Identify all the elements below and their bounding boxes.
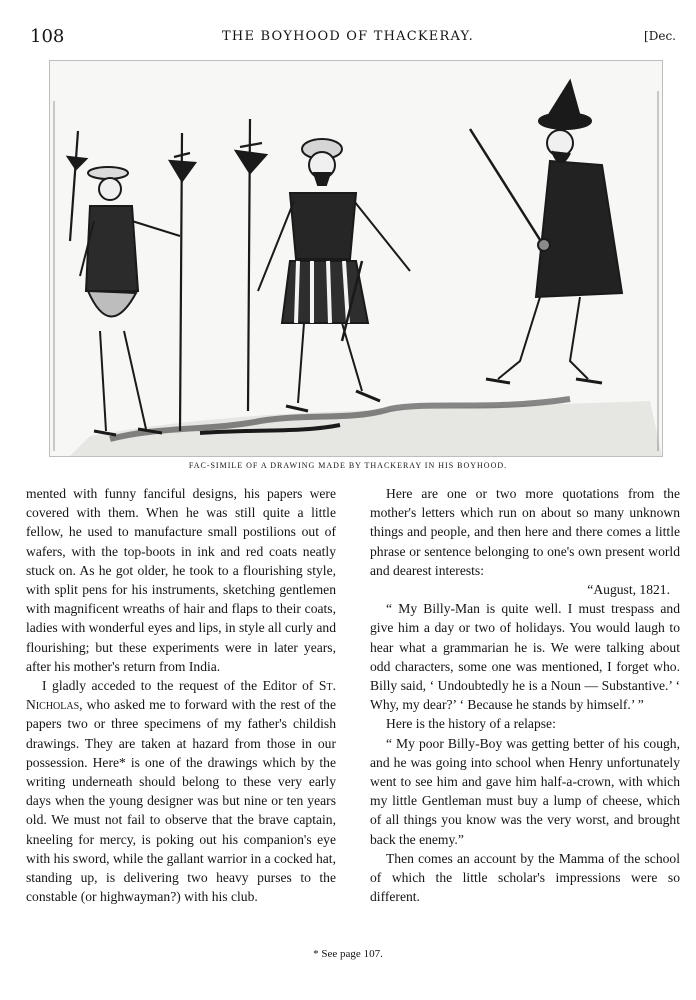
issue-month: [Dec.	[644, 29, 676, 43]
figure-halberdier	[80, 167, 180, 435]
figure-caption: FAC-SIMILE OF A DRAWING MADE BY THACKERAY IN HIS BOYHOOD.	[188, 461, 508, 470]
page-number: 108	[30, 26, 65, 47]
figure-captain	[258, 139, 410, 411]
paragraph: Here are one or two more quotations from the mother's letters which run on about so many unknown things and people, and then here and there comes a little phrase or sentence belonging to one's own present world and dearest interests:	[370, 486, 680, 578]
magazine-name: St. Nicholas	[26, 678, 336, 713]
figure-warrior-cocked-hat	[470, 81, 622, 383]
paragraph	[26, 676, 336, 906]
text-run: , who asked me to forward with the rest of the papers two or three specimens of my father's childish drawings. They are taken at hazard from those in our possession. Here* is one of the drawings which by the writing underneath should belong to these very early days when the young designer was but nine or ten years old. We must not fail to observe that the brave captain, kneeling for mercy, is poking out his companion's eye with his sword, while the gallant warrior in a cocked hat, standing up, is delivering two heavy purses to the constable (or highwayman?) with his club.	[26, 697, 336, 905]
running-title: THE BOYHOOD OF THACKERAY.	[222, 29, 474, 44]
footnote: * See page 107.	[313, 948, 383, 960]
drawing-illustration	[50, 61, 662, 456]
paragraph: mented with funny fanciful designs, his papers were covered with them. When he was still quite a little fellow, he used to manufacture small postilions out of wafers, with the top-boots in ink and red coats neatly stuck on. As he got older, he took to a flourishing style, with split pens for his instruments, sketching gentlemen with magnificent wreaths of hair and flaps to their coats, ladies with wonderful eyes and lips, in style all curly and flourishing; but these experiments were in later years, after his mother's return from India.	[26, 486, 336, 674]
letter-date: “August, 1821.	[587, 582, 670, 598]
paragraph: “ My Billy-Man is quite well. I must trespass and give him a day or two of holidays. You would laugh to hear what a grammarian he is. We were talking about odd characters, some one was mentioned, I forget who. Billy said, ‘ Undoubtedly he is a Noun — Substantive.’ ‘ Why, my dear?’ ‘ Because he stands by himself.’ ”	[370, 601, 680, 713]
text-run: I gladly acceded to the request of the Editor of	[42, 678, 319, 694]
right-column	[370, 484, 680, 906]
paragraph: Then comes an account by the Mamma of the school of which the little scholar's impressions were so different.	[370, 850, 680, 905]
boyhood-drawing-figure	[49, 60, 663, 457]
left-column	[26, 484, 336, 906]
paragraph: “ My poor Billy-Boy was getting better of his cough, and he was going into school when Henry unfortunately went to see him and gave him half-a-crown, with which my little Gentleman must buy a lump of cheese, which of all things you know was the very worst, and brought back the enemy.”	[370, 735, 680, 847]
page-header	[0, 26, 696, 50]
paragraph: Here is the history of a relapse:	[386, 716, 556, 732]
